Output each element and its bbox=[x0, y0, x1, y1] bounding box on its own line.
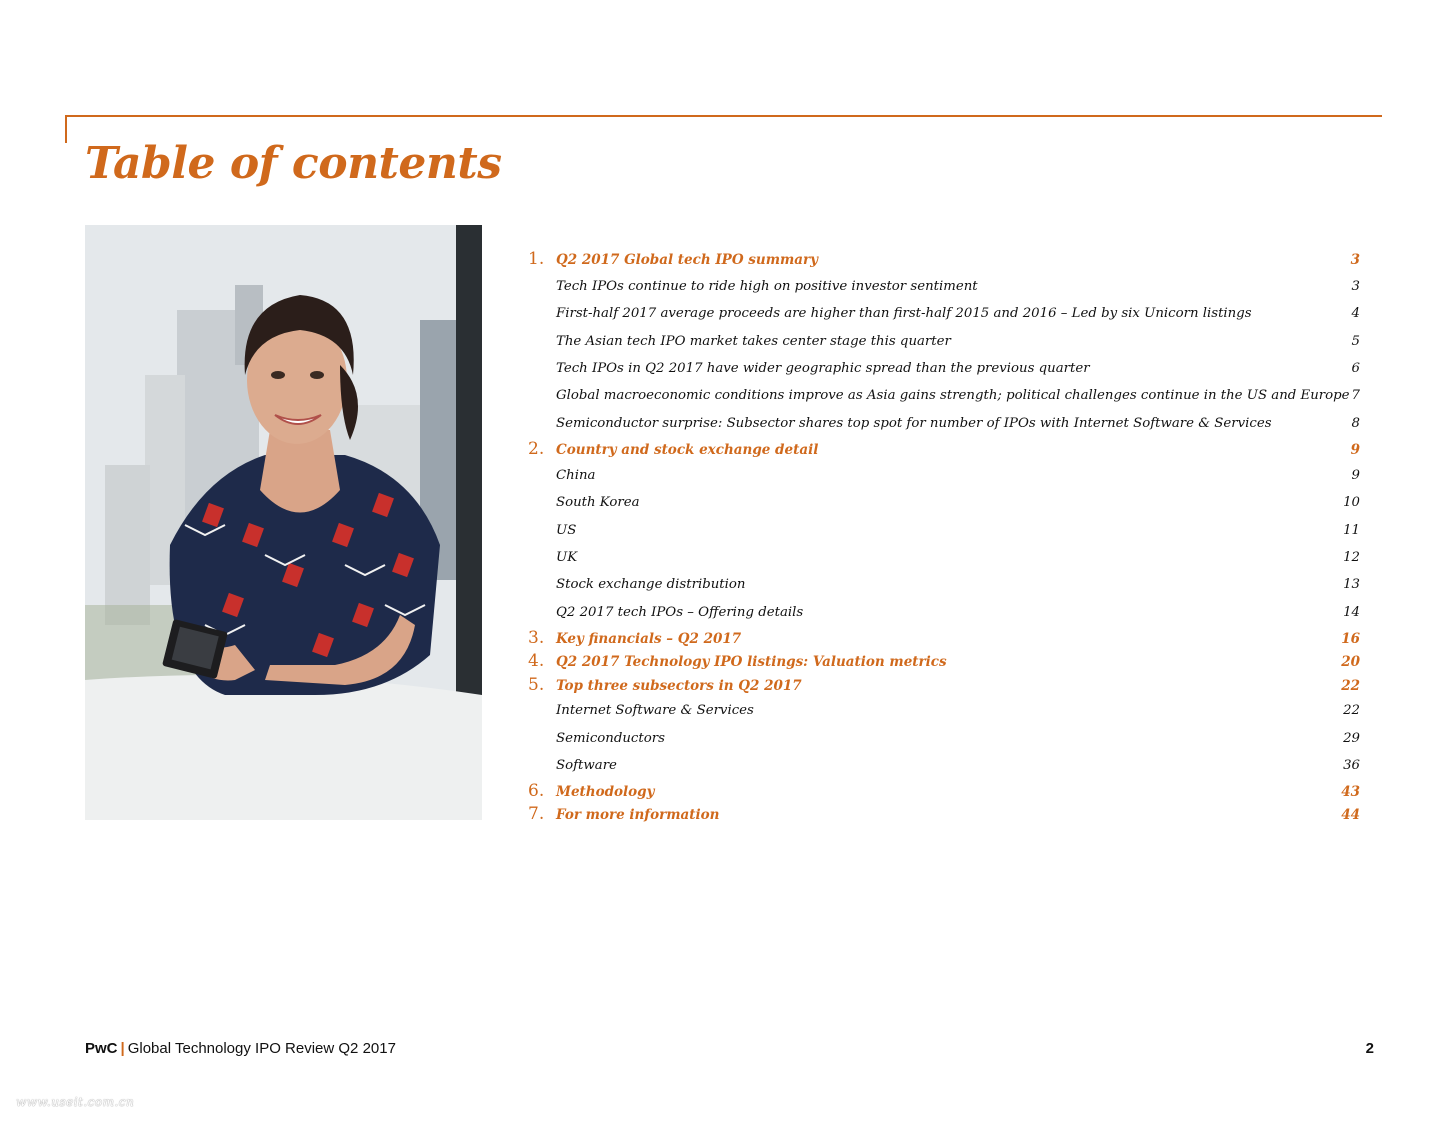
footer bbox=[85, 1040, 396, 1057]
toc-entry-page: 5 bbox=[1351, 334, 1360, 349]
toc-section-entry[interactable] bbox=[528, 804, 1362, 831]
toc-entry-page: 8 bbox=[1351, 416, 1360, 431]
toc-entry-label[interactable]: Q2 2017 Technology IPO listings: Valuation metrics bbox=[556, 654, 947, 670]
toc-entry-page: 12 bbox=[1343, 550, 1360, 565]
toc-subsection-entry[interactable] bbox=[528, 758, 1362, 782]
toc-entry-label[interactable]: South Korea bbox=[556, 495, 640, 510]
toc-entry-label[interactable]: Semiconductors bbox=[556, 731, 665, 746]
footer-doc-title: Global Technology IPO Review Q2 2017 bbox=[127, 1040, 396, 1057]
toc-entry-label[interactable]: First-half 2017 average proceeds are higher than first-half 2015 and 2016 – Led by six Unicorn listings bbox=[556, 306, 1252, 321]
toc-entry-label[interactable]: Methodology bbox=[556, 784, 655, 800]
toc-entry-label[interactable]: For more information bbox=[556, 807, 720, 823]
toc-entry-page: 6 bbox=[1351, 361, 1360, 376]
toc-entry-number: 5. bbox=[528, 675, 545, 695]
toc-subsection-entry[interactable] bbox=[528, 388, 1362, 412]
toc-entry-label[interactable]: Key financials – Q2 2017 bbox=[556, 631, 742, 647]
toc-entry-number: 3. bbox=[528, 628, 545, 648]
toc-subsection-entry[interactable] bbox=[528, 703, 1362, 727]
toc-entry-label[interactable]: Q2 2017 Global tech IPO summary bbox=[556, 252, 818, 268]
toc-subsection-entry[interactable] bbox=[528, 361, 1362, 385]
toc-section-entry[interactable] bbox=[528, 249, 1362, 276]
toc-entry-page: 9 bbox=[1351, 468, 1360, 483]
toc-entry-label[interactable]: The Asian tech IPO market takes center stage this quarter bbox=[556, 334, 951, 349]
toc-entry-label[interactable]: UK bbox=[556, 550, 578, 565]
toc-entry-number: 7. bbox=[528, 804, 545, 824]
toc-entry-label[interactable]: Tech IPOs continue to ride high on positive investor sentiment bbox=[556, 279, 978, 294]
toc-entry-page: 11 bbox=[1343, 523, 1360, 538]
toc-entry-label[interactable]: Software bbox=[556, 758, 617, 773]
toc-entry-label[interactable]: US bbox=[556, 523, 577, 538]
toc-entry-page: 9 bbox=[1350, 442, 1360, 458]
toc-entry-label[interactable]: Country and stock exchange detail bbox=[556, 442, 819, 458]
toc-entry-page: 16 bbox=[1341, 631, 1360, 647]
toc-entry-page: 14 bbox=[1343, 605, 1360, 620]
toc-section-entry[interactable] bbox=[528, 651, 1362, 678]
toc-entry-label[interactable]: Global macroeconomic conditions improve as Asia gains strength; political challenges continue in the US and Europe bbox=[556, 388, 1350, 403]
toc-subsection-entry[interactable] bbox=[528, 306, 1362, 330]
toc-entry-page: 43 bbox=[1341, 784, 1360, 800]
toc-section-entry[interactable] bbox=[528, 628, 1362, 655]
toc-entry-label[interactable]: Top three subsectors in Q2 2017 bbox=[556, 678, 802, 694]
toc-subsection-entry[interactable] bbox=[528, 468, 1362, 492]
toc-section-entry[interactable] bbox=[528, 675, 1362, 702]
header-rule-tick bbox=[65, 115, 67, 143]
toc-entry-page: 22 bbox=[1341, 678, 1360, 694]
toc-entry-number: 6. bbox=[528, 781, 545, 801]
toc-entry-page: 10 bbox=[1343, 495, 1360, 510]
toc-subsection-entry[interactable] bbox=[528, 731, 1362, 755]
footer-brand: PwC bbox=[85, 1040, 118, 1057]
toc-entry-page: 36 bbox=[1343, 758, 1360, 773]
toc-entry-page: 7 bbox=[1351, 388, 1360, 403]
footer-separator: | bbox=[120, 1040, 125, 1057]
toc-entry-label[interactable]: Internet Software & Services bbox=[556, 703, 754, 718]
toc-entry-page: 4 bbox=[1351, 306, 1360, 321]
toc-subsection-entry[interactable] bbox=[528, 577, 1362, 601]
toc-subsection-entry[interactable] bbox=[528, 279, 1362, 303]
toc-section-entry[interactable] bbox=[528, 439, 1362, 466]
toc-entry-label[interactable]: Semiconductor surprise: Subsector shares top spot for number of IPOs with Internet Software & Services bbox=[556, 416, 1272, 431]
toc-entry-label[interactable]: China bbox=[556, 468, 596, 483]
toc-subsection-entry[interactable] bbox=[528, 523, 1362, 547]
toc-subsection-entry[interactable] bbox=[528, 605, 1362, 629]
toc-entry-page: 22 bbox=[1343, 703, 1360, 718]
header-rule bbox=[65, 115, 1382, 117]
toc-entry-label[interactable]: Stock exchange distribution bbox=[556, 577, 746, 592]
toc-entry-number: 1. bbox=[528, 249, 545, 269]
toc-entry-label[interactable]: Tech IPOs in Q2 2017 have wider geographic spread than the previous quarter bbox=[556, 361, 1090, 376]
toc-subsection-entry[interactable] bbox=[528, 334, 1362, 358]
toc-subsection-entry[interactable] bbox=[528, 495, 1362, 519]
woman-with-phone-photo bbox=[85, 225, 482, 820]
toc-subsection-entry[interactable] bbox=[528, 550, 1362, 574]
page-title: Table of contents bbox=[85, 138, 502, 189]
toc-section-entry[interactable] bbox=[528, 781, 1362, 808]
toc-subsection-entry[interactable] bbox=[528, 416, 1362, 440]
toc-entry-page: 20 bbox=[1341, 654, 1360, 670]
toc-entry-page: 44 bbox=[1341, 807, 1360, 823]
toc-entry-page: 29 bbox=[1343, 731, 1360, 746]
toc-entry-number: 4. bbox=[528, 651, 545, 671]
watermark: www.useit.com.cn bbox=[16, 1095, 135, 1109]
toc-entry-page: 3 bbox=[1350, 252, 1360, 268]
toc-entry-label[interactable]: Q2 2017 tech IPOs – Offering details bbox=[556, 605, 804, 620]
toc-entry-number: 2. bbox=[528, 439, 545, 459]
page-number: 2 bbox=[1365, 1040, 1374, 1057]
toc-entry-page: 13 bbox=[1343, 577, 1360, 592]
toc-entry-page: 3 bbox=[1351, 279, 1360, 294]
